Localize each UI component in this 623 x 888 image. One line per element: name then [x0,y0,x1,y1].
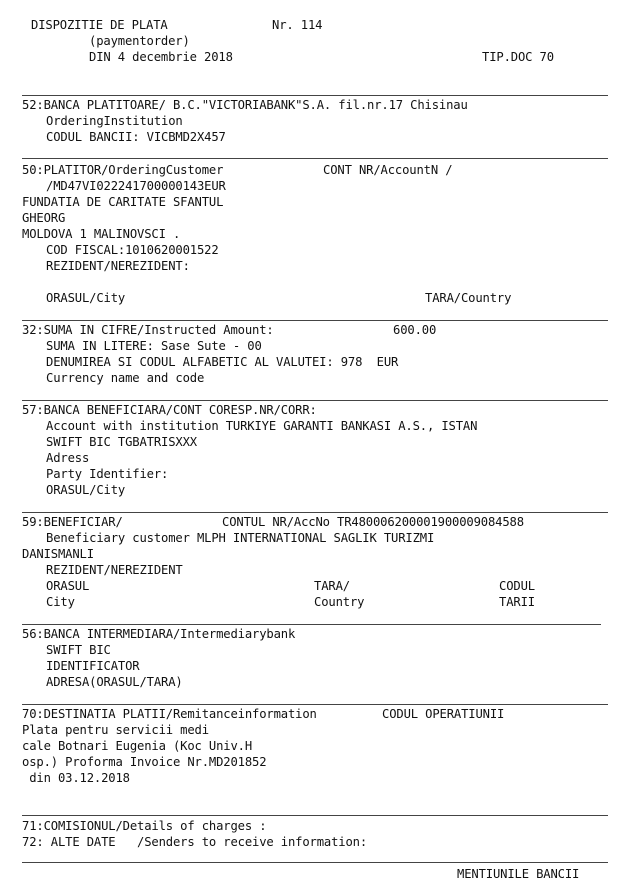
beneficiary-code-label: CODUL [499,579,535,593]
beneficiary-account: CONTUL NR/AccNo TR480006200001900009084588 [222,515,524,529]
payer-country-label: TARA/Country [425,291,512,305]
beneficiary-city-en-label: City [46,595,75,609]
remittance-label: 70:DESTINATIA PLATII/Remitanceinformation [22,707,317,721]
beneficiary-country-label: TARA/ [314,579,350,593]
document-date: DIN 4 decembrie 2018 [89,50,233,64]
beneficiary-bank-city: ORASUL/City [46,483,126,497]
document-type: TIP.DOC 70 [482,50,554,64]
payer-name: FUNDATIA DE CARITATE SFANTUL [22,195,224,209]
currency-name-label: Currency name and code [46,371,205,385]
divider [22,95,608,96]
remittance-line: din 03.12.2018 [22,771,130,785]
other-data-label: 72: ALTE DATE /Senders to receive information: [22,835,367,849]
beneficiary-bank-party-id: Party Identifier: [46,467,169,481]
ordering-institution-label: OrderingInstitution [46,114,183,128]
divider [22,862,608,863]
beneficiary-bank-swift: SWIFT BIC TGBATRISXXX [46,435,197,449]
divider [22,320,608,321]
document-number: Nr. 114 [272,18,323,32]
beneficiary-city-label: ORASUL [46,579,90,593]
beneficiary-bank-label: 57:BANCA BENEFICIARA/CONT CORESP.NR/CORR: [22,403,317,417]
divider [22,815,608,816]
divider [22,158,608,159]
payer-label: 50:PLATITOR/OrderingCustomer [22,163,224,177]
beneficiary-customer-continued: DANISMANLI [22,547,94,561]
operation-code-label: CODUL OPERATIUNII [382,707,505,721]
intermediary-swift-label: SWIFT BIC [46,643,111,657]
intermediary-address-label: ADRESA(ORASUL/TARA) [46,675,183,689]
beneficiary-country-en-label: Country [314,595,365,609]
beneficiary-label: 59:BENEFICIAR/ [22,515,123,529]
payer-resident-label: REZIDENT/NEREZIDENT: [46,259,190,273]
intermediary-identifier-label: IDENTIFICATOR [46,659,140,673]
currency-code: DENUMIREA SI CODUL ALFABETIC AL VALUTEI: 978 EUR [46,355,399,369]
beneficiary-customer: Beneficiary customer MLPH INTERNATIONAL SAGLIK TURIZMI [46,531,435,545]
payer-fiscal-code: COD FISCAL:1010620001522 [46,243,219,257]
beneficiary-bank-account: Account with institution TURKIYE GARANTI BANKASI A.S., ISTAN [46,419,478,433]
document-subtitle: (paymentorder) [89,34,190,48]
divider [22,512,608,513]
beneficiary-resident-label: REZIDENT/NEREZIDENT [46,563,183,577]
payer-name-continued: GHEORG [22,211,66,225]
payer-address: MOLDOVA 1 MALINOVSCI . [22,227,181,241]
ordering-bank-code: CODUL BANCII: VICBMD2X457 [46,130,226,144]
charges-label: 71:COMISIONUL/Details of charges : [22,819,267,833]
divider [22,704,608,705]
divider [22,400,608,401]
beneficiary-country-code-label: TARII [499,595,535,609]
divider [22,624,601,625]
amount-in-words: SUMA IN LITERE: Sase Sute - 00 [46,339,262,353]
remittance-line: cale Botnari Eugenia (Koc Univ.H [22,739,252,753]
bank-mentions-label: MENTIUNILE BANCII [457,867,580,881]
beneficiary-bank-address: Adress [46,451,90,465]
payer-account: /MD47VI022241700000143EUR [46,179,226,193]
remittance-line: osp.) Proforma Invoice Nr.MD201852 [22,755,267,769]
document-title: DISPOZITIE DE PLATA [31,18,168,32]
payer-account-label: CONT NR/AccountN / [323,163,453,177]
remittance-line: Plata pentru servicii medi [22,723,209,737]
amount-value: 600.00 [393,323,437,337]
payer-city-label: ORASUL/City [46,291,126,305]
intermediary-bank-label: 56:BANCA INTERMEDIARA/Intermediarybank [22,627,296,641]
ordering-bank-label: 52:BANCA PLATITOARE/ B.C."VICTORIABANK"S.A. fil.nr.17 Chisinau [22,98,468,112]
amount-label: 32:SUMA IN CIFRE/Instructed Amount: [22,323,274,337]
